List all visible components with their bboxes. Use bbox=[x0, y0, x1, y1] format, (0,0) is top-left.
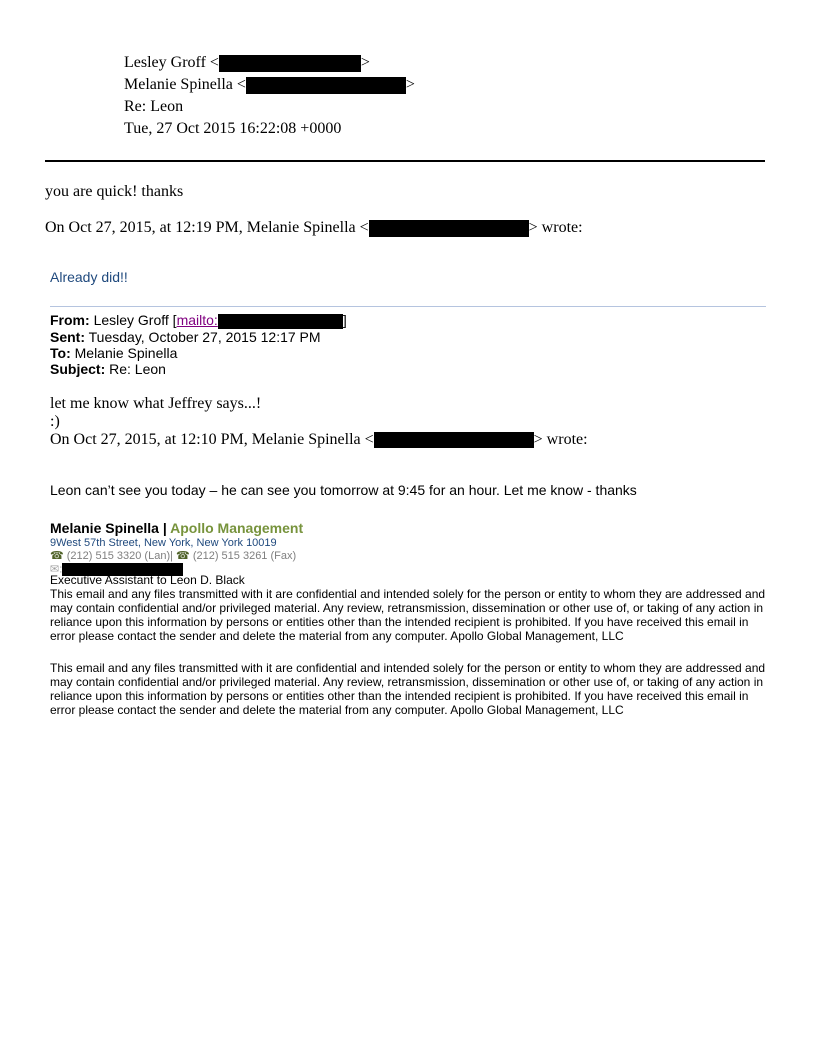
quote-intro-suffix: > wrote: bbox=[528, 219, 583, 236]
signature-name: Melanie Spinella bbox=[50, 520, 159, 536]
header-subject-value: Re: Leon bbox=[124, 98, 184, 115]
signature-separator: | bbox=[158, 520, 171, 536]
envelope-icon: ✉ bbox=[50, 563, 60, 576]
quoted-line-1: let me know what Jeffrey says...! bbox=[50, 395, 262, 412]
signature-address: 9West 57th Street, New York, New York 10019 bbox=[50, 537, 277, 549]
fwd-from-value: Lesley Groff [ bbox=[93, 312, 177, 328]
reply-text: you are quick! thanks bbox=[45, 183, 184, 200]
mailto-link[interactable]: mailto: bbox=[176, 312, 218, 328]
disclaimer-block-1 bbox=[50, 574, 770, 643]
already-did-text: Already did!! bbox=[50, 269, 128, 285]
quote-intro-prefix: On Oct 27, 2015, at 12:19 PM, Melanie Spinella < bbox=[45, 219, 369, 236]
redacted-email bbox=[218, 314, 343, 329]
phone-sep: | bbox=[170, 550, 177, 562]
quoted-line-2: :) bbox=[50, 413, 60, 430]
fwd-subject-row bbox=[50, 361, 347, 377]
fwd-subject-label: Subject: bbox=[50, 360, 106, 377]
fwd-sent-value: Tuesday, October 27, 2015 12:17 PM bbox=[88, 328, 321, 345]
mail-colon: : bbox=[59, 563, 63, 576]
redacted-email bbox=[369, 220, 529, 237]
disclaimer-text-2: This email and any files transmitted with it are confidential and intended solely for the person or entity to whom they are addressed and may contain confidential and/or privileged material. Any review, retransmission, dissemination or other use of, or taking of any action in reliance upon this information by persons or entities other than the intended recipient is prohibited. If you have received this email in error please contact the sender and delete the material from any computer. Apollo Global Management, LLC bbox=[50, 661, 766, 717]
header-from-name: Lesley Groff < bbox=[124, 54, 219, 71]
redacted-email bbox=[246, 77, 406, 94]
fwd-to-row bbox=[50, 345, 347, 361]
fwd-to-label: To: bbox=[50, 344, 71, 361]
fax-icon: ☎ bbox=[176, 550, 190, 562]
header-to-name: Melanie Spinella < bbox=[124, 76, 246, 93]
header-divider bbox=[45, 160, 765, 162]
leon-message: Leon can’t see you today – he can see you tomorrow at 9:45 for an hour. Let me know - thanks bbox=[50, 482, 637, 498]
fwd-from-label: From: bbox=[50, 312, 90, 328]
signature-block bbox=[50, 519, 303, 576]
header-date-value: Tue, 27 Oct 2015 16:22:08 +0000 bbox=[124, 120, 342, 137]
fwd-subject-value: Re: Leon bbox=[109, 360, 166, 377]
header-to-value bbox=[124, 74, 415, 96]
fwd-sent-label: Sent: bbox=[50, 328, 85, 345]
quoted-line-3-prefix: On Oct 27, 2015, at 12:10 PM, Melanie Spinella < bbox=[50, 431, 374, 448]
quoted-line-3 bbox=[50, 431, 588, 449]
disclaimer-block-2 bbox=[50, 661, 770, 717]
redacted-email bbox=[219, 55, 361, 72]
header-from-close: > bbox=[360, 54, 370, 71]
fwd-sent-row bbox=[50, 329, 347, 345]
forwarded-header bbox=[50, 312, 347, 377]
disclaimer-text-1: This email and any files transmitted with it are confidential and intended solely for the person or entity to whom they are addressed and may contain confidential and/or privileged material. Any review, retransmission, dissemination or other use of, or taking of any action in reliance upon this information by persons or entities other than the intended recipient is prohibited. If you have received this email in error please contact the sender and delete the material from any computer. Apollo Global Management, LLC bbox=[50, 587, 766, 643]
fwd-from-row bbox=[50, 312, 347, 329]
quote-intro bbox=[45, 218, 583, 238]
fwd-from-close: ] bbox=[342, 312, 347, 328]
phone-icon: ☎ bbox=[50, 550, 64, 562]
quoted-message bbox=[50, 395, 588, 449]
phone-lan: (212) 515 3320 (Lan) bbox=[66, 550, 171, 562]
header-from-value bbox=[124, 52, 370, 74]
signature-name-line bbox=[50, 519, 303, 537]
redacted-email bbox=[374, 432, 534, 448]
quote-divider bbox=[50, 306, 766, 307]
signature-phones bbox=[50, 550, 303, 563]
phone-fax: (212) 515 3261 (Fax) bbox=[192, 550, 297, 562]
quoted-line-3-suffix: > wrote: bbox=[533, 431, 588, 448]
header-to-close: > bbox=[405, 76, 415, 93]
signature-company: Apollo Management bbox=[170, 520, 304, 536]
fwd-to-value: Melanie Spinella bbox=[74, 344, 178, 361]
signature-title: Executive Assistant to Leon D. Black bbox=[50, 573, 245, 587]
